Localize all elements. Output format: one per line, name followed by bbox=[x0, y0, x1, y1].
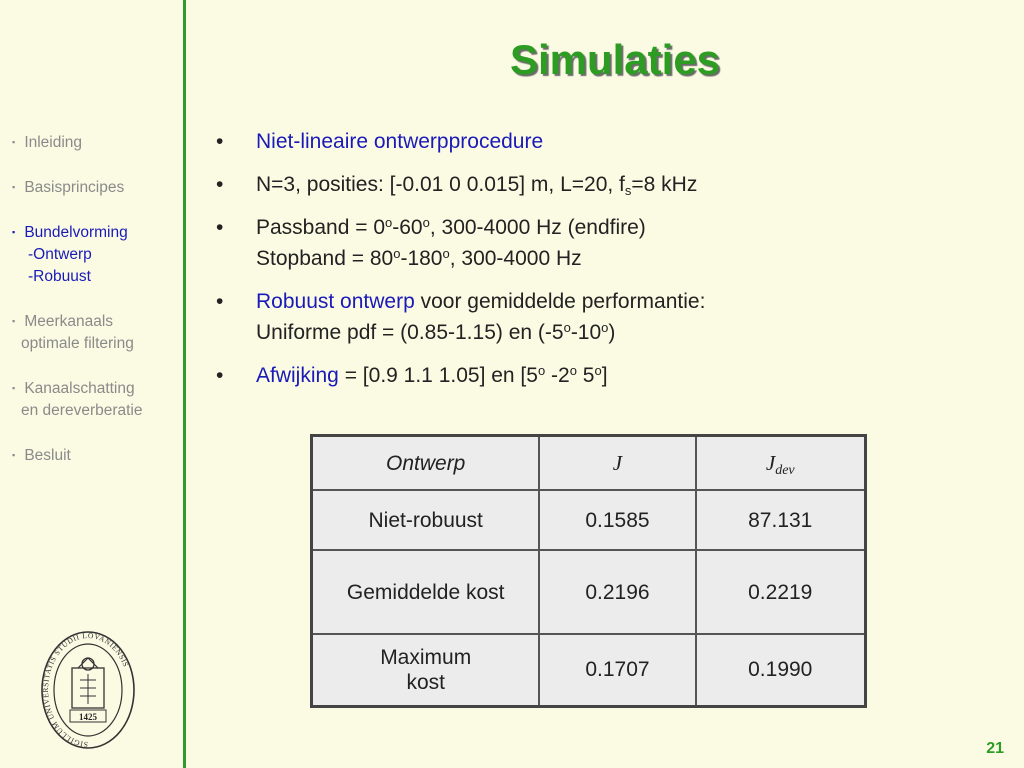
header-jdev-subscript: dev bbox=[775, 462, 795, 478]
bullet-text-part: N=3, posities: [-0.01 0 0.015] m, L=20, f bbox=[256, 173, 625, 196]
degree-sup: o bbox=[594, 363, 602, 378]
bullet-list bbox=[214, 126, 994, 403]
bullet-icon: ▪ bbox=[12, 182, 16, 192]
degree-sup: o bbox=[442, 246, 450, 261]
table-header-row bbox=[312, 436, 866, 491]
sidebar-item-label-cont: optimale filtering bbox=[21, 335, 134, 352]
bullet-text-part: Stopband = 80 bbox=[256, 247, 394, 270]
bullet-text-part: Uniforme pdf = (0.85-1.15) en (-5 bbox=[256, 321, 564, 344]
bullet-text-highlight: Robuust ontwerp bbox=[256, 290, 415, 313]
bullet-text bbox=[256, 360, 994, 391]
row-label-line: Maximum bbox=[380, 645, 472, 669]
bullet-icon: ▪ bbox=[12, 316, 16, 326]
bullet-text-part: -2 bbox=[545, 364, 570, 387]
bullet-item-1 bbox=[214, 126, 994, 157]
sidebar-subitem-ontwerp[interactable]: -Ontwerp bbox=[28, 246, 92, 263]
bullet-text bbox=[256, 212, 994, 274]
subscript: s bbox=[624, 183, 632, 198]
row-label: Gemiddelde kost bbox=[312, 550, 540, 634]
bullet-text-highlight: Afwijking bbox=[256, 364, 339, 387]
sidebar-subitem-robuust[interactable]: -Robuust bbox=[28, 268, 91, 285]
page-number: 21 bbox=[986, 740, 1004, 757]
bullet-icon: • bbox=[216, 216, 224, 239]
bullet-text-part: =8 kHz bbox=[631, 173, 698, 196]
degree-sup: o bbox=[601, 320, 609, 335]
bullet-text-part: voor gemiddelde performantie: bbox=[414, 290, 706, 313]
degree-sup: o bbox=[393, 246, 401, 261]
seal-text: SIGILLUM UNIVERSITATIS STUDII LOVANIENSIS bbox=[41, 630, 131, 750]
bullet-icon: ▪ bbox=[12, 450, 16, 460]
bullet-icon: • bbox=[216, 364, 224, 387]
bullet-text-part: -180 bbox=[400, 247, 443, 270]
bullet-icon: • bbox=[216, 173, 224, 196]
bullet-text-part: 5 bbox=[576, 364, 595, 387]
sidebar-item-inleiding[interactable] bbox=[12, 131, 180, 154]
table-row bbox=[312, 550, 866, 634]
bullet-icon: ▪ bbox=[12, 137, 16, 147]
degree-sup: o bbox=[385, 215, 393, 230]
sidebar-item-meerkanaals[interactable] bbox=[12, 310, 180, 355]
degree-sup: o bbox=[563, 320, 571, 335]
bullet-icon: ▪ bbox=[12, 227, 16, 237]
sidebar-item-label: Inleiding bbox=[24, 134, 83, 151]
sidebar-item-label: Besluit bbox=[24, 447, 71, 464]
bullet-item-4 bbox=[214, 286, 994, 348]
bullet-text-part: Passband = 0 bbox=[256, 216, 386, 239]
row-label bbox=[312, 634, 540, 706]
bullet-text: Niet-lineaire ontwerpprocedure bbox=[256, 130, 544, 153]
cell-j: 0.1707 bbox=[539, 634, 695, 706]
header-j: J bbox=[539, 436, 695, 491]
bullet-text-part: , 300-4000 Hz (endfire) bbox=[429, 216, 646, 239]
bullet-item-3 bbox=[214, 212, 994, 274]
bullet-text-part: ) bbox=[608, 321, 616, 344]
bullet-text-part: ] bbox=[601, 364, 608, 387]
sidebar-nav bbox=[12, 131, 180, 489]
cell-jdev: 0.2219 bbox=[696, 550, 866, 634]
cell-jdev: 0.1990 bbox=[696, 634, 866, 706]
sidebar-item-kanaalschatting[interactable] bbox=[12, 377, 180, 422]
sidebar-item-basisprincipes[interactable] bbox=[12, 176, 180, 199]
bullet-item-2 bbox=[214, 169, 994, 200]
sidebar-item-label: Kanaalschatting bbox=[24, 380, 135, 397]
header-ontwerp: Ontwerp bbox=[312, 436, 540, 491]
bullet-text-part: , 300-4000 Hz bbox=[449, 247, 582, 270]
slide-title: Simulaties bbox=[509, 36, 721, 83]
sidebar-divider bbox=[183, 0, 186, 768]
degree-sup: o bbox=[422, 215, 430, 230]
cell-j: 0.2196 bbox=[539, 550, 695, 634]
sidebar-item-label: Bundelvorming bbox=[24, 224, 128, 241]
bullet-text-part: -10 bbox=[570, 321, 602, 344]
bullet-text-part: -60 bbox=[392, 216, 423, 239]
cell-j: 0.1585 bbox=[539, 490, 695, 550]
cell-jdev: 87.131 bbox=[696, 490, 866, 550]
bullet-icon: • bbox=[216, 290, 224, 313]
bullet-text bbox=[256, 169, 994, 200]
sidebar-item-label: Basisprincipes bbox=[24, 179, 125, 196]
header-jdev-symbol: J bbox=[765, 450, 776, 475]
row-label: Niet-robuust bbox=[312, 490, 540, 550]
bullet-text-part: = [0.9 1.1 1.05] en [5 bbox=[338, 364, 538, 387]
university-seal-logo bbox=[40, 630, 136, 750]
sidebar-item-besluit[interactable] bbox=[12, 444, 180, 467]
bullet-text bbox=[256, 286, 994, 348]
sidebar-item-label-cont: en dereverberatie bbox=[21, 402, 143, 419]
table-row bbox=[312, 490, 866, 550]
bullet-icon: ▪ bbox=[12, 383, 16, 393]
degree-sup: o bbox=[537, 363, 546, 378]
bullet-item-5 bbox=[214, 360, 994, 391]
sidebar bbox=[0, 0, 183, 768]
row-label-line: kost bbox=[406, 670, 445, 694]
sidebar-item-label: Meerkanaals bbox=[24, 313, 114, 330]
bullet-icon: • bbox=[216, 130, 224, 153]
sidebar-item-bundelvorming[interactable] bbox=[12, 221, 180, 288]
results-table bbox=[310, 434, 867, 708]
header-jdev bbox=[696, 436, 866, 491]
degree-sup: o bbox=[569, 363, 577, 378]
seal-year: 1425 bbox=[79, 712, 97, 722]
table-row bbox=[312, 634, 866, 706]
